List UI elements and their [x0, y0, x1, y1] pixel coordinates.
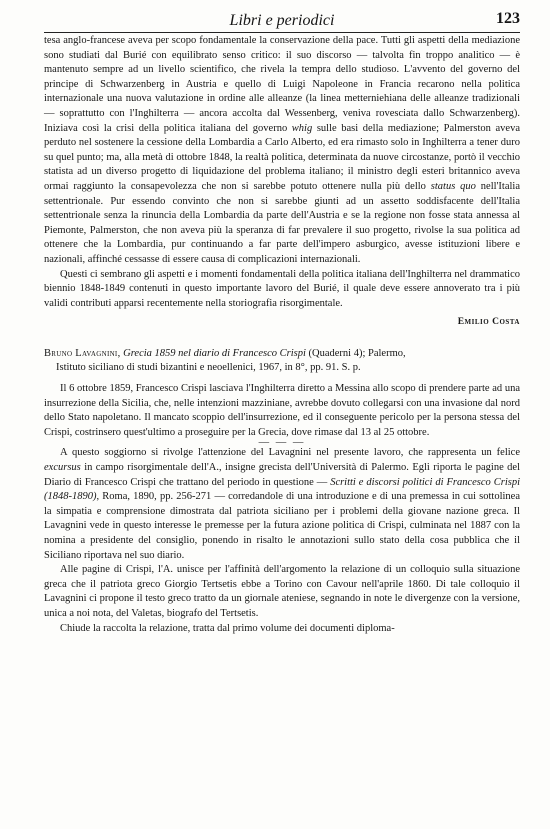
text-run: A questo soggiorno si rivolge l'attenzione del Lavagnini nel presente lavoro, che rappresenta un felice — [60, 447, 520, 459]
text-run: in campo risorgimentale dell'A., insigne grecista dell'Università di Palermo. Egli riporta le pagine del Diario di Francesco Crispi che trattano del periodo in questione — — [44, 462, 520, 488]
review2-paragraph-1: Il 6 ottobre 1859, Francesco Crispi lasciava l'Inghilterra diretto a Messina allo scopo di prendere parte ad una insurrezione della Sicilia, che, nelle intenzioni mazziniane, avrebbe dovuto collegarsi con una invasione dal nord dello Stato napoletano. Il mancato scoppio dell'insurrezione, ed il conseguente pericolo per la persona stessa del Crispi, costrinsero quest'ultimo a proseguire per la Grecia, dove rimase dal 13 al 25 ottobre. — [44, 383, 520, 438]
review1-paragraph-1 — [44, 34, 520, 268]
italic-title: Scritti e discorsi politici di Francesco Crispi (1848-1890) — [44, 476, 520, 503]
italic-term: excursus — [44, 462, 81, 474]
header-title: Libri e periodici — [229, 12, 335, 29]
running-header — [44, 10, 520, 32]
review2-series: (Quaderni 4); Palermo, — [305, 347, 406, 359]
header-rule — [44, 32, 520, 33]
review2-publisher: Istituto siciliano di studi bizantini e neoellenici, 1967, in 8°, pp. 91. S. p. — [56, 362, 361, 374]
review1-paragraph-2: Questi ci sembrano gli aspetti e i momenti fondamentali della politica italiana dell'Inghilterra nel drammatico biennio 1848-1849 contenuti in questo importante lavoro del Burié, il quale deve essere annoverato tra i più validi contributi apparsi recentemente nella storiografia risorgimentale. — [44, 268, 520, 309]
text-run: nell'Italia settentrionale. Pur essendo convinto che non si sarebbe giunti ad un assetto soddisfacente dell'Italia settentrionale senza la rinuncia della Lombardia da parte dell'Austria e se la regione non fosse stata annessa al Piemonte, Palmerston, che non aveva più la speranza di far prevalere il suo progetto, rivolse la sua politica ad ottenere che la Lombardia, pur continuando a far parte dell'impero asburgico, avesse istituzioni libere e nazionali, affinché cessasse di essere causa di complicazioni internazionali. — [44, 180, 520, 265]
review2-heading — [44, 347, 520, 376]
text-run: sulle basi della mediazione; Palmerston aveva perduto nel sostenere la cessione della Lombardia a Carlo Alberto, ed era rimasto solo in Inghilterra a tener duro su quel punto; ma, alla metà di ottobre 1848, la realtà politica, determinata da nuove circostanze, portò il vecchio statista ad un diverso progetto di liquidazione del problema italiano; il ministro degli esteri britannico aveva ormai raggiunto la consapevolezza che non si sarebbe potuto ottenere nulla più dello — [44, 122, 520, 192]
review1-signature: Emilio Costa — [457, 317, 520, 328]
text-run: , Roma, 1890, pp. 256-271 — corredandole di una introduzione e di una premessa in cui sottolinea la simpatia e comprensione dimostrata dal patriota siciliano per i problemi della giovane nazione greca. Il Lavagnini vede in questo interesse le premesse per la futura azione politica di Crispi, culminata nel 1887 con la nomina a presidente del consiglio, ponendo in risalto le annotazioni sullo stato della cosa pubblica che il Siciliano riportava nel suo diario. — [44, 491, 520, 561]
italic-term: whig — [291, 122, 313, 134]
page-body — [44, 34, 520, 636]
text-run: tesa anglo-francese aveva per scopo fondamentale la conservazione della pace. Tutti gli aspetti della mediazione sono studiati dal Burié con equilibrato senso critico: il suo discorso — talvolta fin troppo analitico — è mantenuto sempre ad un livello scientifico, che rivela la tempra dello studioso. L'avvento del governo del principe di Schwarzenberg in Austria e quello di Luigi Napoleone in Francia recarono nella politica internazionale una nuova valutazione in ordine alle alleanze (la linea metterniehiana delle alleanze tradizionali — soprattutto con l'Inghilterra — ancora accolta dal Wessenberg, veniva rovesciata dallo Schwarzenberg). Iniziava così la crisi della politica italiana del governo — [44, 35, 520, 134]
review2-paragraph-2 — [44, 446, 520, 563]
review2-paragraph-4: Chiude la raccolta la relazione, tratta dal primo volume dei documenti diploma- — [60, 622, 395, 634]
page-number: 123 — [496, 10, 520, 27]
review2-book-title: Grecia 1859 nel diario di Francesco Crispi — [123, 347, 306, 359]
review2-author: Bruno Lavagnini, — [44, 347, 121, 359]
separator: — — — — [258, 437, 306, 449]
italic-term: status quo — [430, 180, 476, 192]
review2-paragraph-3: Alle pagine di Crispi, l'A. unisce per l'affinità dell'argomento la relazione di un colloquio sulla situazione greca che il patriota greco Giorgio Tertsetis ebbe a Torino con Cavour nell'aprile 1860. Di tale colloquio il Lavagnini ci propone il testo greco tratto da un giornale ateniese, segnando in note le divergenze con la versione, unica a noi nota, del Valetas, biografo del Tertsetis. — [44, 564, 520, 619]
